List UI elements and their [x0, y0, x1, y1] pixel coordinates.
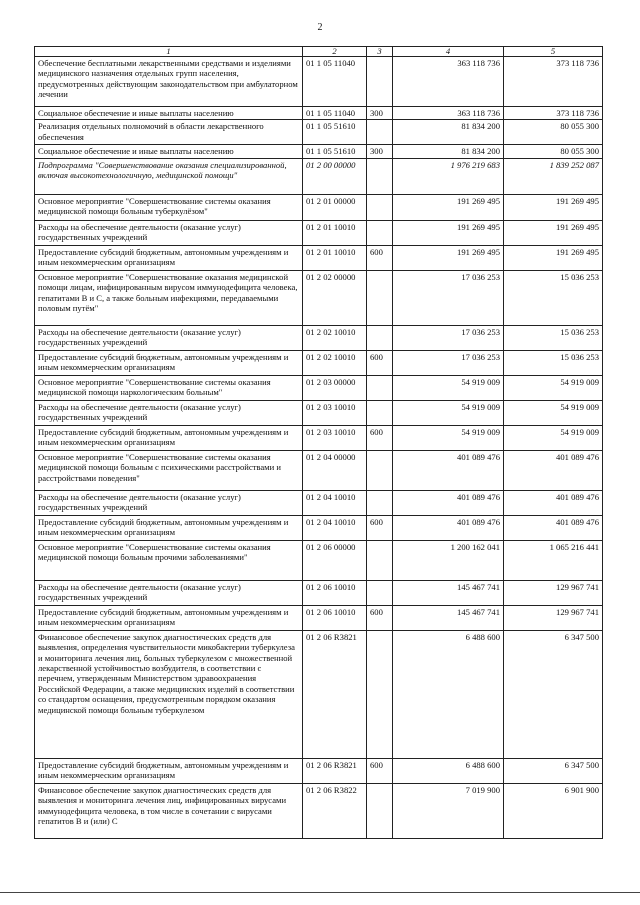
row-amount-2: 401 089 476: [504, 490, 603, 515]
row-amount-1: 7 019 900: [393, 783, 504, 838]
row-expense-type: [367, 490, 393, 515]
row-amount-1: 401 089 476: [393, 450, 504, 490]
row-code: 01 2 06 10010: [303, 580, 367, 605]
row-expense-type: 600: [367, 758, 393, 783]
row-name: Предоставление субсидий бюджетным, автономным учреждениям и иным некоммерческим организациям: [35, 605, 303, 630]
row-code: 01 2 04 00000: [303, 450, 367, 490]
row-code: 01 2 06 10010: [303, 605, 367, 630]
page-bottom-rule: [0, 892, 640, 893]
row-expense-type: 600: [367, 605, 393, 630]
row-expense-type: [367, 450, 393, 490]
row-code: 01 2 03 10010: [303, 425, 367, 450]
table-row: [35, 515, 603, 540]
row-expense-type: 600: [367, 425, 393, 450]
row-name: Социальное обеспечение и иные выплаты населению: [35, 145, 303, 158]
row-amount-2: 373 118 736: [504, 107, 603, 120]
row-amount-1: 17 036 253: [393, 350, 504, 375]
row-amount-1: 145 467 741: [393, 605, 504, 630]
row-expense-type: [367, 158, 393, 194]
row-code: 01 2 02 10010: [303, 350, 367, 375]
table-row: [35, 540, 603, 580]
row-code: 01 2 02 00000: [303, 270, 367, 325]
row-name: Подпрограмма "Совершенствование оказания специализированной, включая высокотехнологичную, медицинской помощи": [35, 158, 303, 194]
column-number-row: [35, 47, 603, 57]
row-amount-2: 6 347 500: [504, 630, 603, 758]
table-row: [35, 194, 603, 220]
row-amount-1: 6 488 600: [393, 630, 504, 758]
row-amount-1: 145 467 741: [393, 580, 504, 605]
row-code: 01 1 05 11040: [303, 57, 367, 107]
row-name: Предоставление субсидий бюджетным, автономным учреждениям и иным некоммерческим организациям: [35, 515, 303, 540]
row-amount-1: 54 919 009: [393, 375, 504, 400]
row-amount-1: 81 834 200: [393, 145, 504, 158]
column-header-amount-2: 5: [504, 47, 603, 57]
page-number: 2: [317, 22, 323, 33]
row-name: Расходы на обеспечение деятельности (оказание услуг) государственных учреждений: [35, 580, 303, 605]
row-expense-type: 300: [367, 145, 393, 158]
row-name: Предоставление субсидий бюджетным, автономным учреждениям и иным некоммерческим организациям: [35, 425, 303, 450]
table-row: [35, 325, 603, 350]
row-amount-2: 15 036 253: [504, 270, 603, 325]
row-amount-2: 129 967 741: [504, 580, 603, 605]
table-row: [35, 783, 603, 838]
table-row: [35, 450, 603, 490]
row-code: 01 1 05 51610: [303, 145, 367, 158]
row-name: Основное мероприятие "Совершенствование системы оказания медицинской помощи наркологическим больным": [35, 375, 303, 400]
table-row: [35, 57, 603, 107]
table-row: [35, 758, 603, 783]
row-expense-type: [367, 325, 393, 350]
row-name: Реализация отдельных полномочий в области лекарственного обеспечения: [35, 120, 303, 145]
row-name: Основное мероприятие "Совершенствование системы оказания медицинской помощи больным прочими заболеваниями": [35, 540, 303, 580]
row-amount-1: 191 269 495: [393, 245, 504, 270]
row-amount-1: 1 976 219 683: [393, 158, 504, 194]
row-expense-type: 300: [367, 107, 393, 120]
row-amount-1: 17 036 253: [393, 325, 504, 350]
row-code: 01 2 01 10010: [303, 245, 367, 270]
row-amount-1: 191 269 495: [393, 220, 504, 245]
row-code: 01 2 00 00000: [303, 158, 367, 194]
row-name: Основное мероприятие "Совершенствование системы оказания медицинской помощи больным туберкулёзом": [35, 194, 303, 220]
row-amount-2: 54 919 009: [504, 425, 603, 450]
table-row: [35, 350, 603, 375]
table-body: [35, 57, 603, 839]
row-code: 01 2 06 R3821: [303, 758, 367, 783]
row-amount-2: 80 055 300: [504, 145, 603, 158]
row-expense-type: [367, 194, 393, 220]
row-amount-2: 15 036 253: [504, 325, 603, 350]
row-amount-1: 17 036 253: [393, 270, 504, 325]
row-amount-1: 54 919 009: [393, 400, 504, 425]
row-expense-type: [367, 783, 393, 838]
row-amount-2: 54 919 009: [504, 375, 603, 400]
table-row: [35, 158, 603, 194]
table-row: [35, 400, 603, 425]
row-expense-type: [367, 120, 393, 145]
row-expense-type: [367, 580, 393, 605]
row-name: Социальное обеспечение и иные выплаты населению: [35, 107, 303, 120]
row-amount-2: 373 118 736: [504, 57, 603, 107]
row-amount-2: 6 901 900: [504, 783, 603, 838]
row-code: 01 2 01 10010: [303, 220, 367, 245]
row-code: 01 2 06 R3822: [303, 783, 367, 838]
row-expense-type: [367, 270, 393, 325]
row-name: Расходы на обеспечение деятельности (оказание услуг) государственных учреждений: [35, 400, 303, 425]
row-amount-1: 401 089 476: [393, 515, 504, 540]
row-expense-type: [367, 220, 393, 245]
row-name: Расходы на обеспечение деятельности (оказание услуг) государственных учреждений: [35, 325, 303, 350]
table-row: [35, 630, 603, 758]
row-amount-1: 54 919 009: [393, 425, 504, 450]
row-expense-type: [367, 400, 393, 425]
row-expense-type: [367, 375, 393, 400]
row-amount-2: 6 347 500: [504, 758, 603, 783]
row-expense-type: 600: [367, 350, 393, 375]
row-amount-1: 363 118 736: [393, 57, 504, 107]
row-expense-type: 600: [367, 515, 393, 540]
row-amount-2: 129 967 741: [504, 605, 603, 630]
row-amount-1: 1 200 162 041: [393, 540, 504, 580]
row-name: Обеспечение бесплатными лекарственными средствами и изделиями медицинского назначения отдельных групп населения, предусмотренных действующим законодательством при амбулаторном лечении: [35, 57, 303, 107]
row-code: 01 2 02 10010: [303, 325, 367, 350]
row-amount-2: 191 269 495: [504, 245, 603, 270]
row-amount-1: 363 118 736: [393, 107, 504, 120]
row-amount-2: 191 269 495: [504, 194, 603, 220]
row-name: Финансовое обеспечение закупок диагностических средств для выявления и мониторинга лечения лиц, инфицированных вирусами иммунодефицита человека, в том числе в сочетании с вирусами гепатитов В и (или) С: [35, 783, 303, 838]
row-name: Предоставление субсидий бюджетным, автономным учреждениям и иным некоммерческим организациям: [35, 758, 303, 783]
row-name: Расходы на обеспечение деятельности (оказание услуг) государственных учреждений: [35, 490, 303, 515]
row-amount-2: 401 089 476: [504, 515, 603, 540]
table-row: [35, 270, 603, 325]
row-code: 01 2 03 00000: [303, 375, 367, 400]
row-amount-2: 54 919 009: [504, 400, 603, 425]
row-code: 01 2 01 00000: [303, 194, 367, 220]
table-row: [35, 145, 603, 158]
row-expense-type: [367, 57, 393, 107]
row-name: Основное мероприятие "Совершенствование системы оказания медицинской помощи больным с психическими расстройствами и расстройствами поведения": [35, 450, 303, 490]
row-amount-1: 81 834 200: [393, 120, 504, 145]
row-amount-2: 191 269 495: [504, 220, 603, 245]
row-name: Основное мероприятие "Совершенствование оказания медицинской помощи лицам, инфицированным вирусом иммунодефицита человека, гепатитами В и С, а также больным инфекциями, передаваемыми половым путём": [35, 270, 303, 325]
column-header-name: 1: [35, 47, 303, 57]
row-amount-2: 80 055 300: [504, 120, 603, 145]
row-code: 01 1 05 11040: [303, 107, 367, 120]
row-amount-1: 401 089 476: [393, 490, 504, 515]
table-row: [35, 490, 603, 515]
row-name: Расходы на обеспечение деятельности (оказание услуг) государственных учреждений: [35, 220, 303, 245]
table-row: [35, 580, 603, 605]
column-header-expense-type: 3: [367, 47, 393, 57]
column-header-amount-1: 4: [393, 47, 504, 57]
table-row: [35, 120, 603, 145]
row-code: 01 1 05 51610: [303, 120, 367, 145]
column-header-code: 2: [303, 47, 367, 57]
row-expense-type: [367, 540, 393, 580]
row-code: 01 2 06 00000: [303, 540, 367, 580]
row-amount-2: 401 089 476: [504, 450, 603, 490]
row-expense-type: 600: [367, 245, 393, 270]
row-amount-2: 1 065 216 441: [504, 540, 603, 580]
row-code: 01 2 04 10010: [303, 515, 367, 540]
table-row: [35, 425, 603, 450]
row-code: 01 2 06 R3821: [303, 630, 367, 758]
row-code: 01 2 04 10010: [303, 490, 367, 515]
row-expense-type: [367, 630, 393, 758]
row-amount-1: 191 269 495: [393, 194, 504, 220]
table-row: [35, 107, 603, 120]
table-row: [35, 605, 603, 630]
table-row: [35, 375, 603, 400]
budget-table: [34, 46, 603, 839]
row-name: Предоставление субсидий бюджетным, автономным учреждениям и иным некоммерческим организациям: [35, 350, 303, 375]
table-row: [35, 220, 603, 245]
row-name: Предоставление субсидий бюджетным, автономным учреждениям и иным некоммерческим организациям: [35, 245, 303, 270]
row-amount-1: 6 488 600: [393, 758, 504, 783]
table-row: [35, 245, 603, 270]
row-amount-2: 15 036 253: [504, 350, 603, 375]
row-name: Финансовое обеспечение закупок диагностических средств для выявления, определения чувствительности микобактерии туберкулеза и мониторинга лечения лиц, больных туберкулезом с множественной лекарственной устойчивостью возбудителя, в соответствии с перечнем, утвержденным Министерством здравоохранения Российской Федерации, а также медицинских изделий в соответствии со стандартом оснащения, предусмотренным порядком оказания медицинской помощи больным туберкулезом: [35, 630, 303, 758]
row-amount-2: 1 839 252 087: [504, 158, 603, 194]
row-code: 01 2 03 10010: [303, 400, 367, 425]
